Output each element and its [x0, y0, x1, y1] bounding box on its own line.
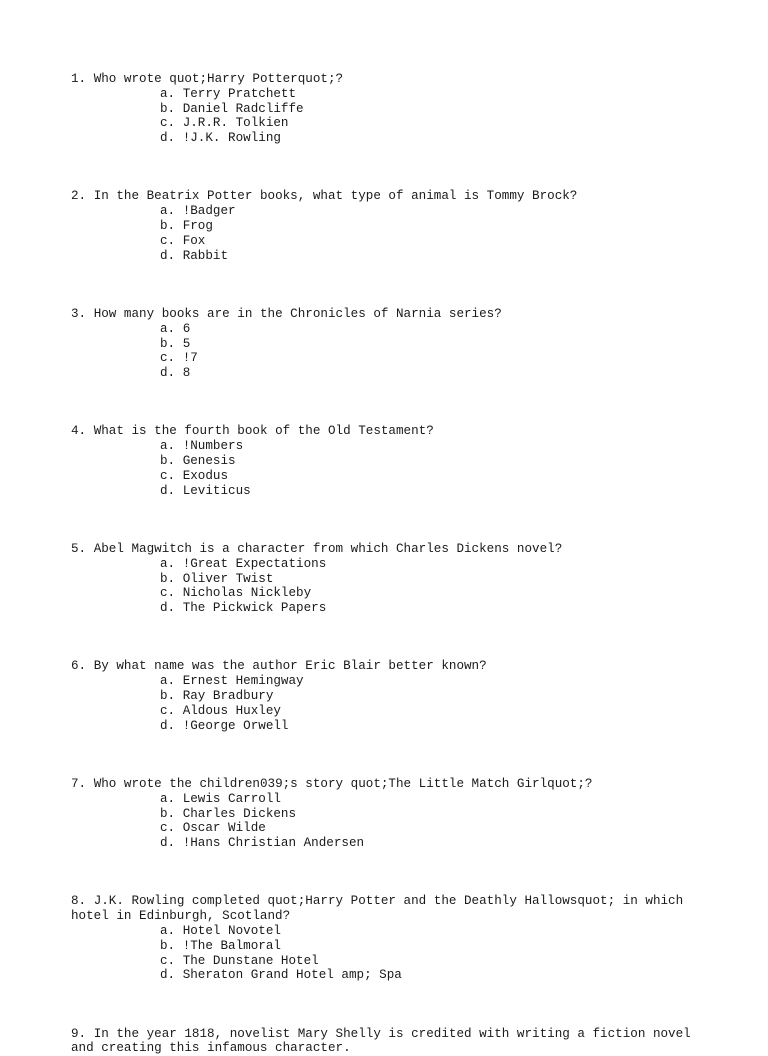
option-letter: d.	[160, 601, 176, 616]
option-text: Ray Bradbury	[182, 689, 274, 704]
answer-option	[71, 836, 711, 851]
option-letter: d.	[160, 718, 176, 733]
question-number: 2.	[71, 189, 87, 204]
question-text	[71, 542, 701, 557]
question-prompt: J.K. Rowling completed quot;Harry Potter and the Deathly Hallowsquot; in which hotel in Edinburgh, Scotland?	[71, 894, 691, 924]
option-text: Rabbit	[182, 248, 229, 263]
answer-options	[71, 204, 711, 263]
answer-option	[71, 924, 711, 939]
option-letter: b.	[160, 219, 176, 234]
question-text	[71, 1027, 701, 1056]
answer-option	[71, 807, 711, 822]
answer-option	[71, 689, 711, 704]
question-5	[71, 542, 711, 616]
option-letter: a.	[160, 321, 176, 336]
answer-options	[71, 792, 711, 851]
question-number: 6.	[71, 659, 87, 674]
option-text: Ernest Hemingway	[182, 674, 304, 689]
quiz-question-list	[71, 72, 711, 1056]
option-letter: d.	[160, 968, 176, 983]
question-prompt: By what name was the author Eric Blair better known?	[93, 659, 487, 674]
answer-option	[71, 821, 711, 836]
option-letter: c.	[160, 116, 176, 131]
answer-option	[71, 704, 711, 719]
option-letter: b.	[160, 454, 176, 469]
option-text: Daniel Radcliffe	[182, 101, 304, 116]
answer-options	[71, 439, 711, 498]
option-text: !Great Expectations	[182, 556, 327, 571]
question-prompt: In the Beatrix Potter books, what type of animal is Tommy Brock?	[93, 189, 578, 204]
option-letter: d.	[160, 131, 176, 146]
option-text: Frog	[182, 219, 213, 234]
answer-option	[71, 87, 711, 102]
option-text: 6	[182, 321, 191, 336]
question-text	[71, 424, 701, 439]
answer-option	[71, 116, 711, 131]
question-number: 9.	[71, 1026, 87, 1041]
answer-options	[71, 674, 711, 733]
question-number: 4.	[71, 424, 87, 439]
option-letter: b.	[160, 101, 176, 116]
question-number: 7.	[71, 776, 87, 791]
option-letter: c.	[160, 351, 176, 366]
answer-option	[71, 131, 711, 146]
answer-option	[71, 219, 711, 234]
question-number: 3.	[71, 306, 87, 321]
option-text: Aldous Huxley	[182, 703, 281, 718]
option-letter: b.	[160, 336, 176, 351]
question-1	[71, 72, 711, 146]
answer-option	[71, 586, 711, 601]
option-text: Oscar Wilde	[182, 821, 266, 836]
answer-option	[71, 968, 711, 983]
answer-option	[71, 366, 711, 381]
question-prompt: What is the fourth book of the Old Testament?	[93, 424, 434, 439]
option-letter: b.	[160, 806, 176, 821]
option-letter: a.	[160, 439, 176, 454]
option-letter: a.	[160, 674, 176, 689]
question-3	[71, 307, 711, 381]
answer-option	[71, 939, 711, 954]
question-8	[71, 894, 711, 983]
question-number: 8.	[71, 894, 87, 909]
question-text	[71, 189, 701, 204]
option-letter: c.	[160, 953, 176, 968]
option-text: Exodus	[182, 468, 229, 483]
answer-option	[71, 954, 711, 969]
option-letter: c.	[160, 468, 176, 483]
question-text	[71, 72, 701, 87]
question-text	[71, 894, 701, 924]
question-prompt: In the year 1818, novelist Mary Shelly is credited with writing a fiction novel and creating this infamous character.	[71, 1026, 699, 1056]
option-text: J.R.R. Tolkien	[182, 116, 289, 131]
option-text: Sheraton Grand Hotel amp; Spa	[182, 968, 402, 983]
question-2	[71, 189, 711, 263]
answer-options	[71, 87, 711, 146]
option-text: Terry Pratchett	[182, 86, 297, 101]
question-7	[71, 777, 711, 851]
option-letter: d.	[160, 483, 176, 498]
answer-options	[71, 924, 711, 983]
option-text: !7	[182, 351, 198, 366]
option-text: !Badger	[182, 204, 236, 219]
option-letter: c.	[160, 586, 176, 601]
answer-options	[71, 557, 711, 616]
option-text: 5	[182, 336, 191, 351]
option-text: Charles Dickens	[182, 806, 297, 821]
option-letter: c.	[160, 821, 176, 836]
answer-option	[71, 351, 711, 366]
option-letter: d.	[160, 248, 176, 263]
question-prompt: Who wrote the children039;s story quot;The Little Match Girlquot;?	[93, 776, 593, 791]
question-text	[71, 659, 701, 674]
answer-option	[71, 484, 711, 499]
option-letter: c.	[160, 233, 176, 248]
question-4	[71, 424, 711, 498]
answer-option	[71, 102, 711, 117]
option-text: Leviticus	[182, 483, 251, 498]
option-text: !Hans Christian Andersen	[182, 836, 365, 851]
question-prompt: Who wrote quot;Harry Potterquot;?	[93, 72, 344, 86]
option-text: Genesis	[182, 454, 236, 469]
option-text: The Pickwick Papers	[182, 601, 327, 616]
option-letter: a.	[160, 86, 176, 101]
option-text: Fox	[182, 233, 206, 248]
option-text: Oliver Twist	[182, 571, 274, 586]
answer-options	[71, 322, 711, 381]
option-letter: a.	[160, 791, 176, 806]
option-text: !George Orwell	[182, 718, 289, 733]
option-letter: a.	[160, 204, 176, 219]
question-text	[71, 307, 701, 322]
question-number: 1.	[71, 72, 87, 86]
question-text	[71, 777, 701, 792]
answer-option	[71, 674, 711, 689]
option-text: !The Balmoral	[182, 938, 281, 953]
question-prompt: Abel Magwitch is a character from which Charles Dickens novel?	[93, 541, 563, 556]
option-letter: b.	[160, 689, 176, 704]
answer-option	[71, 469, 711, 484]
option-letter: d.	[160, 366, 176, 381]
answer-option	[71, 557, 711, 572]
option-letter: d.	[160, 836, 176, 851]
option-letter: a.	[160, 923, 176, 938]
option-text: 8	[182, 366, 191, 381]
answer-option	[71, 249, 711, 264]
answer-option	[71, 204, 711, 219]
answer-option	[71, 572, 711, 587]
option-letter: b.	[160, 571, 176, 586]
option-letter: a.	[160, 556, 176, 571]
question-6	[71, 659, 711, 733]
question-prompt: How many books are in the Chronicles of Narnia series?	[93, 306, 502, 321]
option-text: Nicholas Nickleby	[182, 586, 312, 601]
option-text: Lewis Carroll	[182, 791, 281, 806]
question-number: 5.	[71, 541, 87, 556]
answer-option	[71, 792, 711, 807]
answer-option	[71, 601, 711, 616]
question-9	[71, 1027, 711, 1056]
option-text: The Dunstane Hotel	[182, 953, 319, 968]
option-text: Hotel Novotel	[182, 923, 281, 938]
answer-option	[71, 322, 711, 337]
answer-option	[71, 337, 711, 352]
answer-option	[71, 234, 711, 249]
answer-option	[71, 439, 711, 454]
answer-option	[71, 454, 711, 469]
option-letter: b.	[160, 938, 176, 953]
option-letter: c.	[160, 703, 176, 718]
answer-option	[71, 719, 711, 734]
option-text: !J.K. Rowling	[182, 131, 281, 146]
option-text: !Numbers	[182, 439, 244, 454]
